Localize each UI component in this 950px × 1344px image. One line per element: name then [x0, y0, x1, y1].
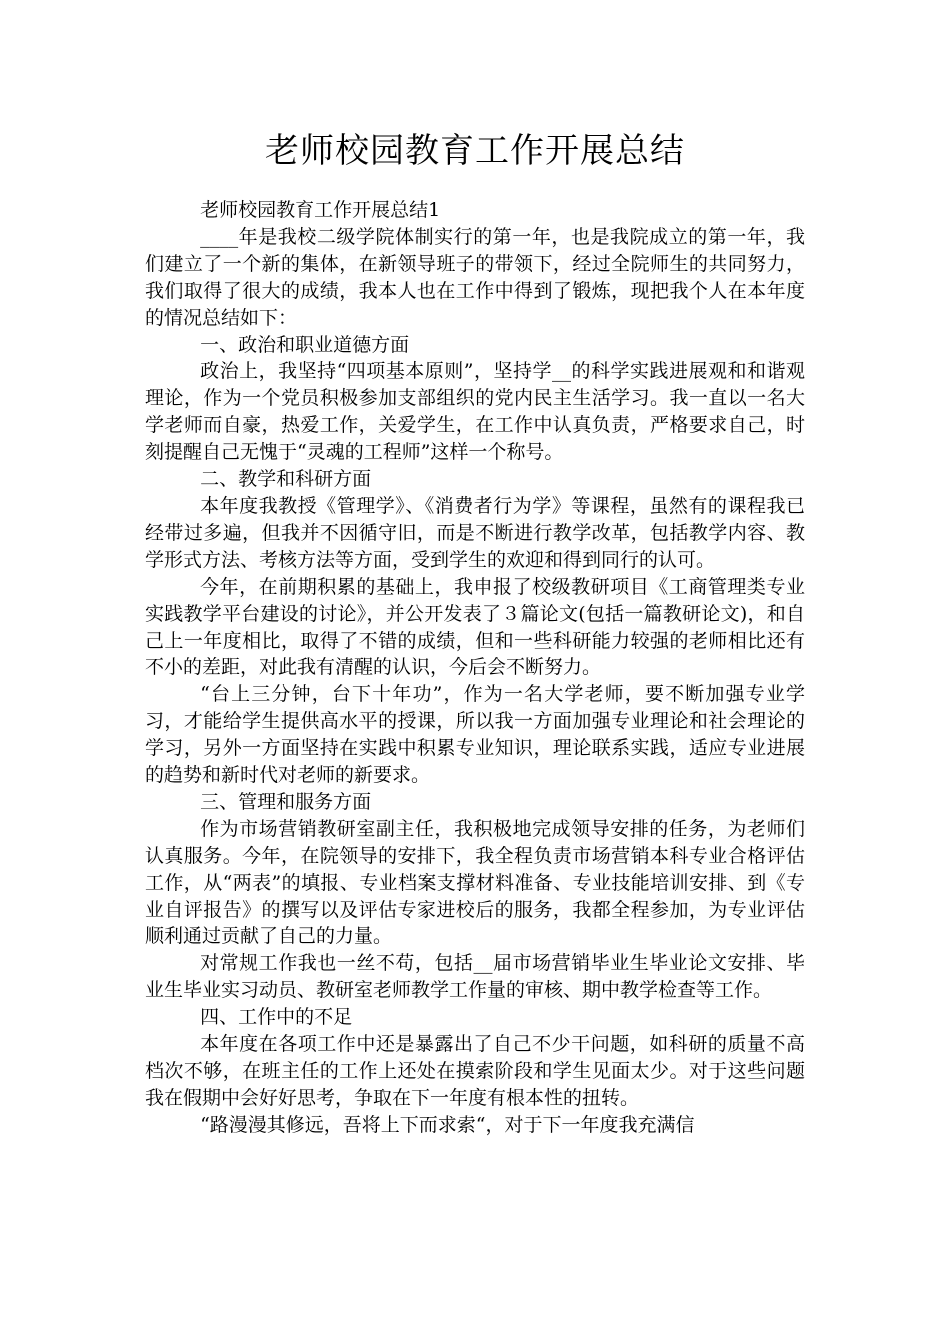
section-heading-shortcomings: 四、工作中的不足: [200, 1006, 353, 1029]
shortcomings-paragraph: 本年度在各项工作中还是暴露出了自己不少干问题，如科研的质量不高档次不够，在班主任的工作上还处在摸索阶段和学生见面太少。对于这些问题我在假期中会好好思考，争取在下一年度有根本性的扭转。: [145, 1033, 805, 1109]
study-paragraph: “台上三分钟，台下十年功”，作为一名大学老师，要不断加强专业学习，才能给学生提供高水平的授课，所以我一方面加强专业理论和社会理论的学习，另外一方面坚持在实践中积累专业知识，理论联系实践，适应专业进展的趋势和新时代对老师的新要求。: [145, 683, 805, 787]
teaching-paragraph: 本年度我教授《管理学》、《消费者行为学》等课程，虽然有的课程我已经带过多遍，但我并不因循守旧，而是不断进行教学改革，包括教学内容、教学形式方法、考核方法等方面，受到学生的欢迎和得到同行的认可。: [145, 494, 805, 571]
politics-paragraph: 政治上，我坚持“四项基本原则”，坚持学__的科学实践进展观和和谐观理论，作为一个党员积极参加支部组织的党内民主生活学习。我一直以一名大学老师而自豪，热爱工作，关爱学生，在工作中认真负责，严格要求自己，时刻提醒自己无愧于“灵魂的工程师”这样一个称号。: [145, 360, 805, 464]
closing-paragraph: “路漫漫其修远，吾将上下而求索“，对于下一年度我充满信: [200, 1113, 695, 1136]
intro-paragraph: ____年是我校二级学院体制实行的第一年，也是我院成立的第一年，我们建立了一个新的集体，在新领导班子的带领下，经过全院师生的共同努力，我们取得了很大的成绩，我本人也在工作中得到了锻炼，现把我个人在本年度的情况总结如下：: [145, 225, 805, 329]
section-heading-politics: 一、政治和职业道德方面: [200, 333, 410, 356]
research-paragraph: 今年，在前期积累的基础上，我申报了校级教研项目《工商管理类专业实践教学平台建设的讨论》，并公开发表了３篇论文(包括一篇教研论文)，和自己上一年度相比，取得了不错的成绩，但和一些科研能力较强的老师相比还有不小的差距，对此我有清醒的认识，今后会不断努力。: [145, 575, 805, 679]
section-heading-teaching: 二、教学和科研方面: [200, 468, 372, 491]
service-paragraph: 作为市场营销教研室副主任，我积极地完成领导安排的任务，为老师们认真服务。今年，在院领导的安排下，我全程负责市场营销本科专业合格评估工作，从“两表”的填报、专业档案支撑材料准备、专业技能培训安排、到《专业自评报告》的撰写以及评估专家进校后的服务，我都全程参加，为专业评估顺利通过贡献了自己的力量。: [145, 817, 805, 948]
routine-work-paragraph: 对常规工作我也一丝不苟，包括__届市场营销毕业生毕业论文安排、毕业生毕业实习动员、教研室老师教学工作量的审核、期中教学检查等工作。: [145, 952, 805, 1002]
subtitle-paragraph: 老师校园教育工作开展总结1: [200, 199, 441, 221]
document-title: 老师校园教育工作开展总结: [265, 131, 685, 171]
section-heading-service: 三、管理和服务方面: [200, 790, 372, 813]
document-body: [145, 197, 805, 1139]
